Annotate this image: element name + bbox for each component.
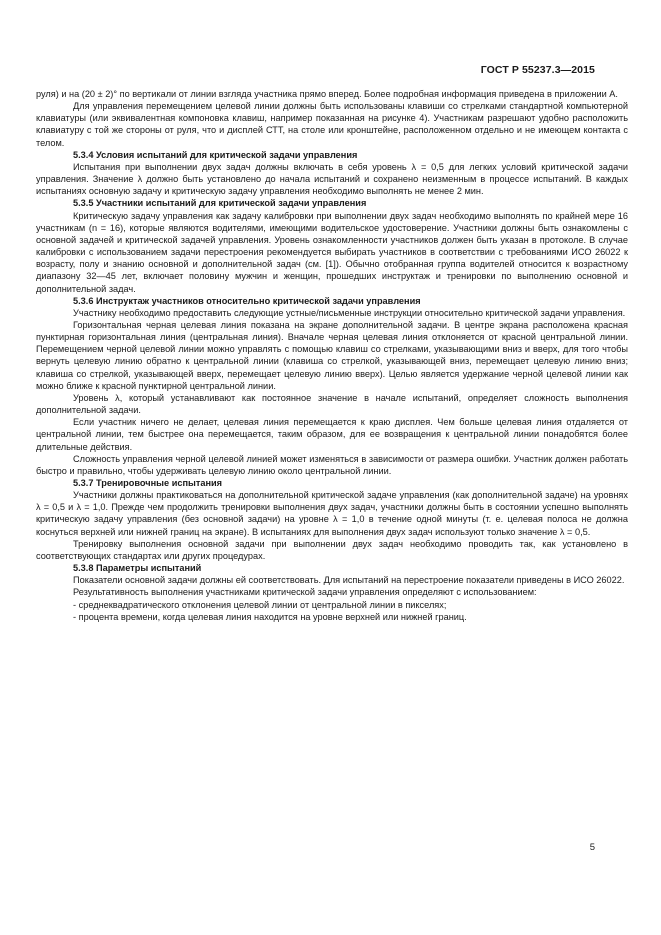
section-heading-5-3-4: 5.3.4 Условия испытаний для критической задачи управления <box>73 149 358 160</box>
paragraph: Участники должны практиковаться на дополнительной критической задаче управления (как дополнительной задаче) на уровнях λ = 0,5 и λ = 1,0. Прежде чем продолжить тренировки выполнения двух задач, участники должны быть в состоянии успешно выполнять критическую задачу управления (без основной задачи) на уровне λ = 1,0 в течение одной минуты (т. е. целевая полоса не должна коснуться верхней или нижней границ на экране). В испытаниях для выполнения двух задач используют только значение λ = 0,5. <box>36 490 628 537</box>
paragraph: Горизонтальная черная целевая линия показана на экране дополнительной задачи. В центре экрана расположена красная пунктирная горизонтальная линия (центральная линия). Вначале черная целевая линия отклоняется от красной центральной линии. Перемещением черной целевой линии можно управлять с помощью клавиш со стрелками, указывающими вниз и вверх, для того чтобы вернуть целевую линию обратно к центральной линии (клавиша со стрелкой, указывающей вниз, перемещает целевую линию вниз; клавиша со стрелкой, указывающей вверх, перемещает целевую линию вверх). Целью является удержание черной целевой линии как можно ближе к красной пунктирной центральной линии. <box>36 319 628 391</box>
section-heading-5-3-7: 5.3.7 Тренировочные испытания <box>73 478 223 488</box>
paragraph: Результативность выполнения участниками критической задачи управления определяют с использованием: <box>73 587 537 598</box>
paragraph: Показатели основной задачи должны ей соответствовать. Для испытаний на перестроение показатели приведены в ИСО 26022. <box>73 575 625 586</box>
paragraph: Испытания при выполнении двух задач должны включать в себя уровень λ = 0,5 для легких условий критической задачи управления. Значение λ должно быть установлено до начала испытаний и сохранено неизменным в процессе испытаний. В каждых испытаниях основную задачу и критическую задачу управления необходимо выполнять не менее 2 мин. <box>36 161 628 197</box>
page-number: 5 <box>589 842 595 853</box>
paragraph: Сложность управления черной целевой линией может изменяться в зависимости от размера ошибки. Участник должен работать быстро и правильно, чтобы удерживать целевую линию около центральной линии. <box>36 453 628 476</box>
paragraph: руля) и на (20 ± 2)° по вертикали от линии взгляда участника прямо вперед. Более подробная информация приведена в приложении А. <box>36 89 618 99</box>
paragraph: Критическую задачу управления как задачу калибровки при выполнении двух задач необходимо выполнять по крайней мере 16 участникам (n = 16), которые являются водителями, имеющими водительское удостоверение. Участники должны быть ознакомлены с основной задачей и критической задачей управления. Уровень ознакомленности участников должен быть указан в протоколе. В случае калибровки с использованием задачи перестроения рекомендуется выбирать участников в соответствии с требованиями ИСО 26022 к возрасту, полу и знанию основной и дополнительной задач (см. [1]). Обычно отобранная группа водителей относится к возрастному диапазону 32—45 лет, включает половину мужчин и женщин, прошедших инструктаж и тренировки по выполнению основной и дополнительной задач. <box>36 210 628 294</box>
page-body <box>36 88 628 623</box>
section-heading-5-3-6: 5.3.6 Инструктаж участников относительно критической задачи управления <box>73 295 421 306</box>
paragraph: Участнику необходимо предоставить следующие устные/письменные инструкции относительно критической задачи управления. <box>73 307 626 318</box>
paragraph: Для управления перемещением целевой линии должны быть использованы клавиши со стрелками стандартной компьютерной клавиатуры (или эквивалентная компоновка клавиш, например показанная на рисунке 4). Участникам разрешают удобно расположить клавиатуру с той же стороны от руля, что и дисплей СТТ, на столе или кронштейне, расположенном отдельно и не имеющем контакта с телом. <box>36 101 628 148</box>
paragraph: Тренировку выполнения основной задачи при выполнении двух задач необходимо проводить так, как установлено в соответствующих стандартах или других процедурах. <box>36 538 628 561</box>
paragraph: Уровень λ, который устанавливают как постоянное значение в начале испытаний, определяет сложность выполнения дополнительной задачи. <box>36 392 628 416</box>
section-heading-5-3-8: 5.3.8 Параметры испытаний <box>73 563 202 574</box>
list-item: - среднеквадратического отклонения целевой линии от центральной линии в пикселях; <box>73 599 447 610</box>
section-heading-5-3-5: 5.3.5 Участники испытаний для критической задачи управления <box>73 198 367 209</box>
paragraph: Если участник ничего не делает, целевая линия перемещается к краю дисплея. Чем больше целевая линия отдаляется от центральной линии, тем быстрее она перемещается, таким образом, для ее возвращения к центральной линии понадобятся более длительные действия. <box>36 417 628 452</box>
document-code-header: ГОСТ Р 55237.3—2015 <box>480 64 595 76</box>
list-item: - процента времени, когда целевая линия находится на уровне верхней или нижней границ. <box>73 611 467 622</box>
